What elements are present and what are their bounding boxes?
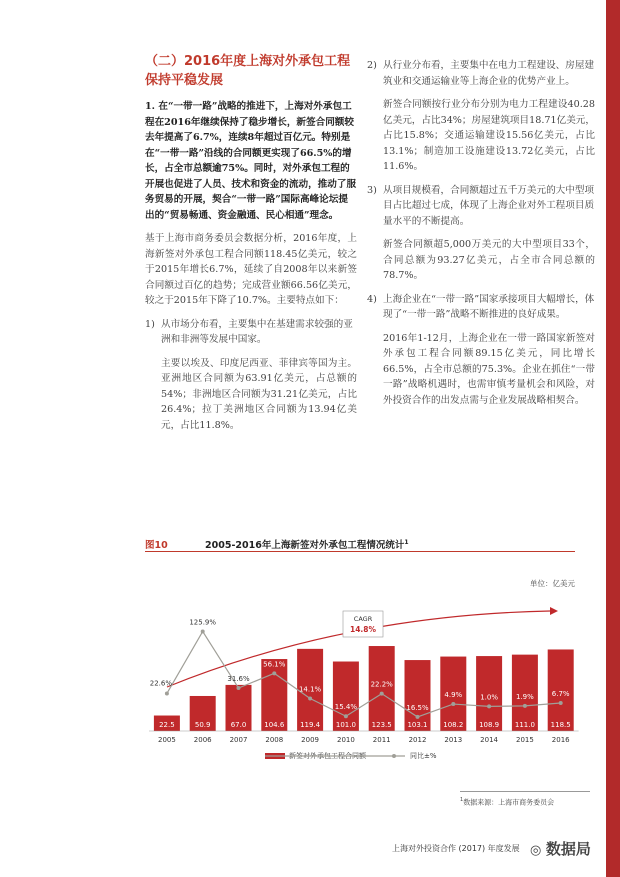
legend-bar-label: 新签对外承包工程合同额 — [289, 752, 366, 760]
figure-label: 图10 — [145, 539, 168, 551]
yoy-label: 4.9% — [444, 691, 463, 700]
x-tick-label: 2009 — [301, 736, 320, 744]
page-edge-bar — [606, 0, 620, 877]
legend-line-label: 同比±% — [410, 752, 437, 760]
x-tick-label: 2010 — [336, 736, 355, 744]
bar-value-label: 108.9 — [479, 721, 500, 729]
list-number: 1) — [145, 318, 155, 330]
x-tick-label: 2015 — [515, 736, 534, 744]
yoy-label: 56.1% — [263, 660, 286, 669]
list-detail: 新签合同额按行业分布分别为电力工程建设40.28亿美元，占比34%；房屋建筑项目18.71亿美元，占比15.8%；交通运输建设15.56亿美元，占比13.1%；制造加工设施建设13.72亿美元，占比11.6%。 — [383, 99, 595, 172]
yoy-point — [487, 704, 491, 708]
list-text: 从行业分布看，主要集中在电力工程建设、房屋建筑业和交通运输业等上海企业的优势产业上。 — [383, 60, 595, 87]
x-tick-label: 2005 — [157, 736, 176, 744]
x-tick-label: 2013 — [444, 736, 463, 744]
yoy-label: 14.1% — [298, 685, 322, 694]
cagr-arrowhead — [550, 607, 558, 615]
yoy-point — [559, 701, 563, 705]
yoy-label: 15.4% — [334, 703, 358, 712]
list-item — [367, 292, 595, 323]
x-tick-label: 2014 — [480, 736, 499, 744]
yoy-point — [272, 671, 276, 675]
list-text: 从项目规模看，合同额超过五千万美元的大中型项目占比超过七成，体现了上海企业对外工程项目质量水平的不断提高。 — [383, 184, 595, 227]
chart — [145, 595, 585, 770]
figure-header — [145, 536, 575, 552]
cagr-value: 14.8% — [349, 625, 377, 634]
bar-value-label: 111.0 — [514, 721, 535, 729]
yoy-point — [344, 714, 348, 718]
x-tick-label: 2006 — [193, 736, 212, 744]
list-detail: 2016年1-12月，上海企业在一带一路国家新签对外承包工程合同额89.15亿美元，同比增长66.5%，占全市总额的75.3%。企业在抓住“一带一路”战略机遇时，也需审慎考量机会和风险，对外投资合作的出发点需与企业发展战略相契合。 — [383, 332, 595, 406]
x-tick-label: 2007 — [229, 736, 248, 744]
watermark-text: 数据局 — [545, 840, 591, 858]
figure-title-footnote: 1 — [404, 538, 409, 546]
yoy-point — [451, 702, 455, 706]
yoy-label: 31.6% — [227, 675, 250, 684]
bar-value-label: 101.0 — [335, 721, 356, 729]
section-title: （二）2016年度上海对外承包工程保持平稳发展 — [145, 54, 351, 88]
source-note — [460, 797, 554, 807]
bar-value-label: 123.5 — [371, 721, 392, 729]
yoy-label: 125.9% — [189, 618, 217, 627]
bar-value-label: 67.0 — [230, 721, 247, 729]
left-column — [145, 52, 357, 441]
list-number: 2) — [367, 60, 377, 71]
bar-value-label: 22.5 — [159, 721, 175, 729]
list-text: 上海企业在“一带一路”国家承接项目大幅增长，体现了“一带一路”战略不断推进的良好成果。 — [383, 293, 595, 320]
source-divider — [460, 791, 590, 792]
yoy-point — [380, 692, 384, 696]
cagr-label: CAGR — [353, 615, 373, 623]
legend — [265, 751, 437, 760]
summary-paragraph: 1. 在“一带一路”战略的推进下，上海对外承包工程在2016年继续保持了稳步增长，新签合同额较去年提高了6.7%，连续8年超过百亿元。特别是在“一带一路”沿线的合同额更实现了66.5%的增长，占全市总额逾75%。同时，对外承包工程的开展也促进了人员、技术和资金的流动，推动了服务贸易的开展，契合“一带一路”国际高峰论坛提出的“贸易畅通、资金融通、民心相通”理念。 — [145, 101, 357, 221]
bar-value-label: 103.1 — [407, 721, 428, 729]
x-tick-label: 2011 — [372, 736, 391, 744]
yoy-label: 16.5% — [406, 703, 429, 712]
x-tick-label: 2012 — [408, 736, 427, 744]
source-footnote-mark: 1 — [460, 797, 464, 803]
source-text: 数据来源：上海市商务委员会 — [463, 798, 555, 807]
list-number: 4) — [367, 293, 377, 305]
yoy-label: 22.6% — [149, 679, 173, 688]
bar-value-label: 119.4 — [300, 721, 321, 729]
bar-value-label: 50.9 — [194, 721, 211, 729]
unit-label: 单位：亿美元 — [530, 579, 575, 588]
page-footer: 上海对外投资合作 (2017) 年度发展 — [392, 844, 520, 853]
x-tick-label: 2016 — [551, 736, 570, 744]
list-text: 从市场分布看，主要集中在基建需求较强的亚洲和非洲等发展中国家。 — [161, 318, 353, 345]
yoy-point — [308, 697, 312, 701]
watermark — [530, 838, 591, 859]
yoy-point — [237, 686, 241, 690]
bar-value-label: 118.5 — [550, 721, 571, 729]
list-number: 3) — [367, 184, 377, 196]
yoy-label: 6.7% — [551, 689, 570, 698]
yoy-label: 22.2% — [370, 680, 393, 689]
yoy-point — [201, 629, 205, 633]
yoy-point — [416, 715, 420, 719]
bar-value-label: 104.6 — [264, 721, 285, 729]
intro-paragraph: 基于上海市商务委员会数据分析，2016年度，上海新签对外承包工程合同额118.45亿美元，较之于2015年增长6.7%，延续了自2008年以来新签合同额过百亿的趋势；完成营业额66.56亿美元，较之于2015年下降了10.7%。主要特点如下： — [145, 233, 357, 306]
right-column — [367, 58, 595, 416]
figure-title — [205, 537, 409, 551]
bar-value-label: 108.2 — [443, 721, 464, 729]
legend-line-marker — [392, 754, 396, 758]
list-item — [367, 58, 595, 89]
x-tick-label: 2008 — [265, 736, 284, 744]
yoy-label: 1.0% — [480, 693, 498, 702]
yoy-point — [165, 691, 169, 695]
figure-title-text: 2005-2016年上海新签对外承包工程情况统计 — [205, 539, 405, 551]
list-item — [145, 317, 357, 348]
yoy-point — [523, 704, 527, 708]
yoy-label: 1.9% — [516, 692, 534, 701]
list-item — [367, 183, 595, 230]
list-detail: 新签合同额超5,000万美元的大中型项目33个，合同总额为93.27亿美元，占全市合同总额的78.7%。 — [383, 239, 595, 281]
list-detail: 主要以埃及、印度尼西亚、菲律宾等国为主。亚洲地区合同额为63.91亿美元，占总额的54%；非洲地区合同额为31.21亿美元，占比26.4%；拉丁美洲地区合同额为13.94亿美元，占比11.8%。 — [161, 357, 357, 431]
wechat-icon: ◎ — [530, 843, 546, 858]
